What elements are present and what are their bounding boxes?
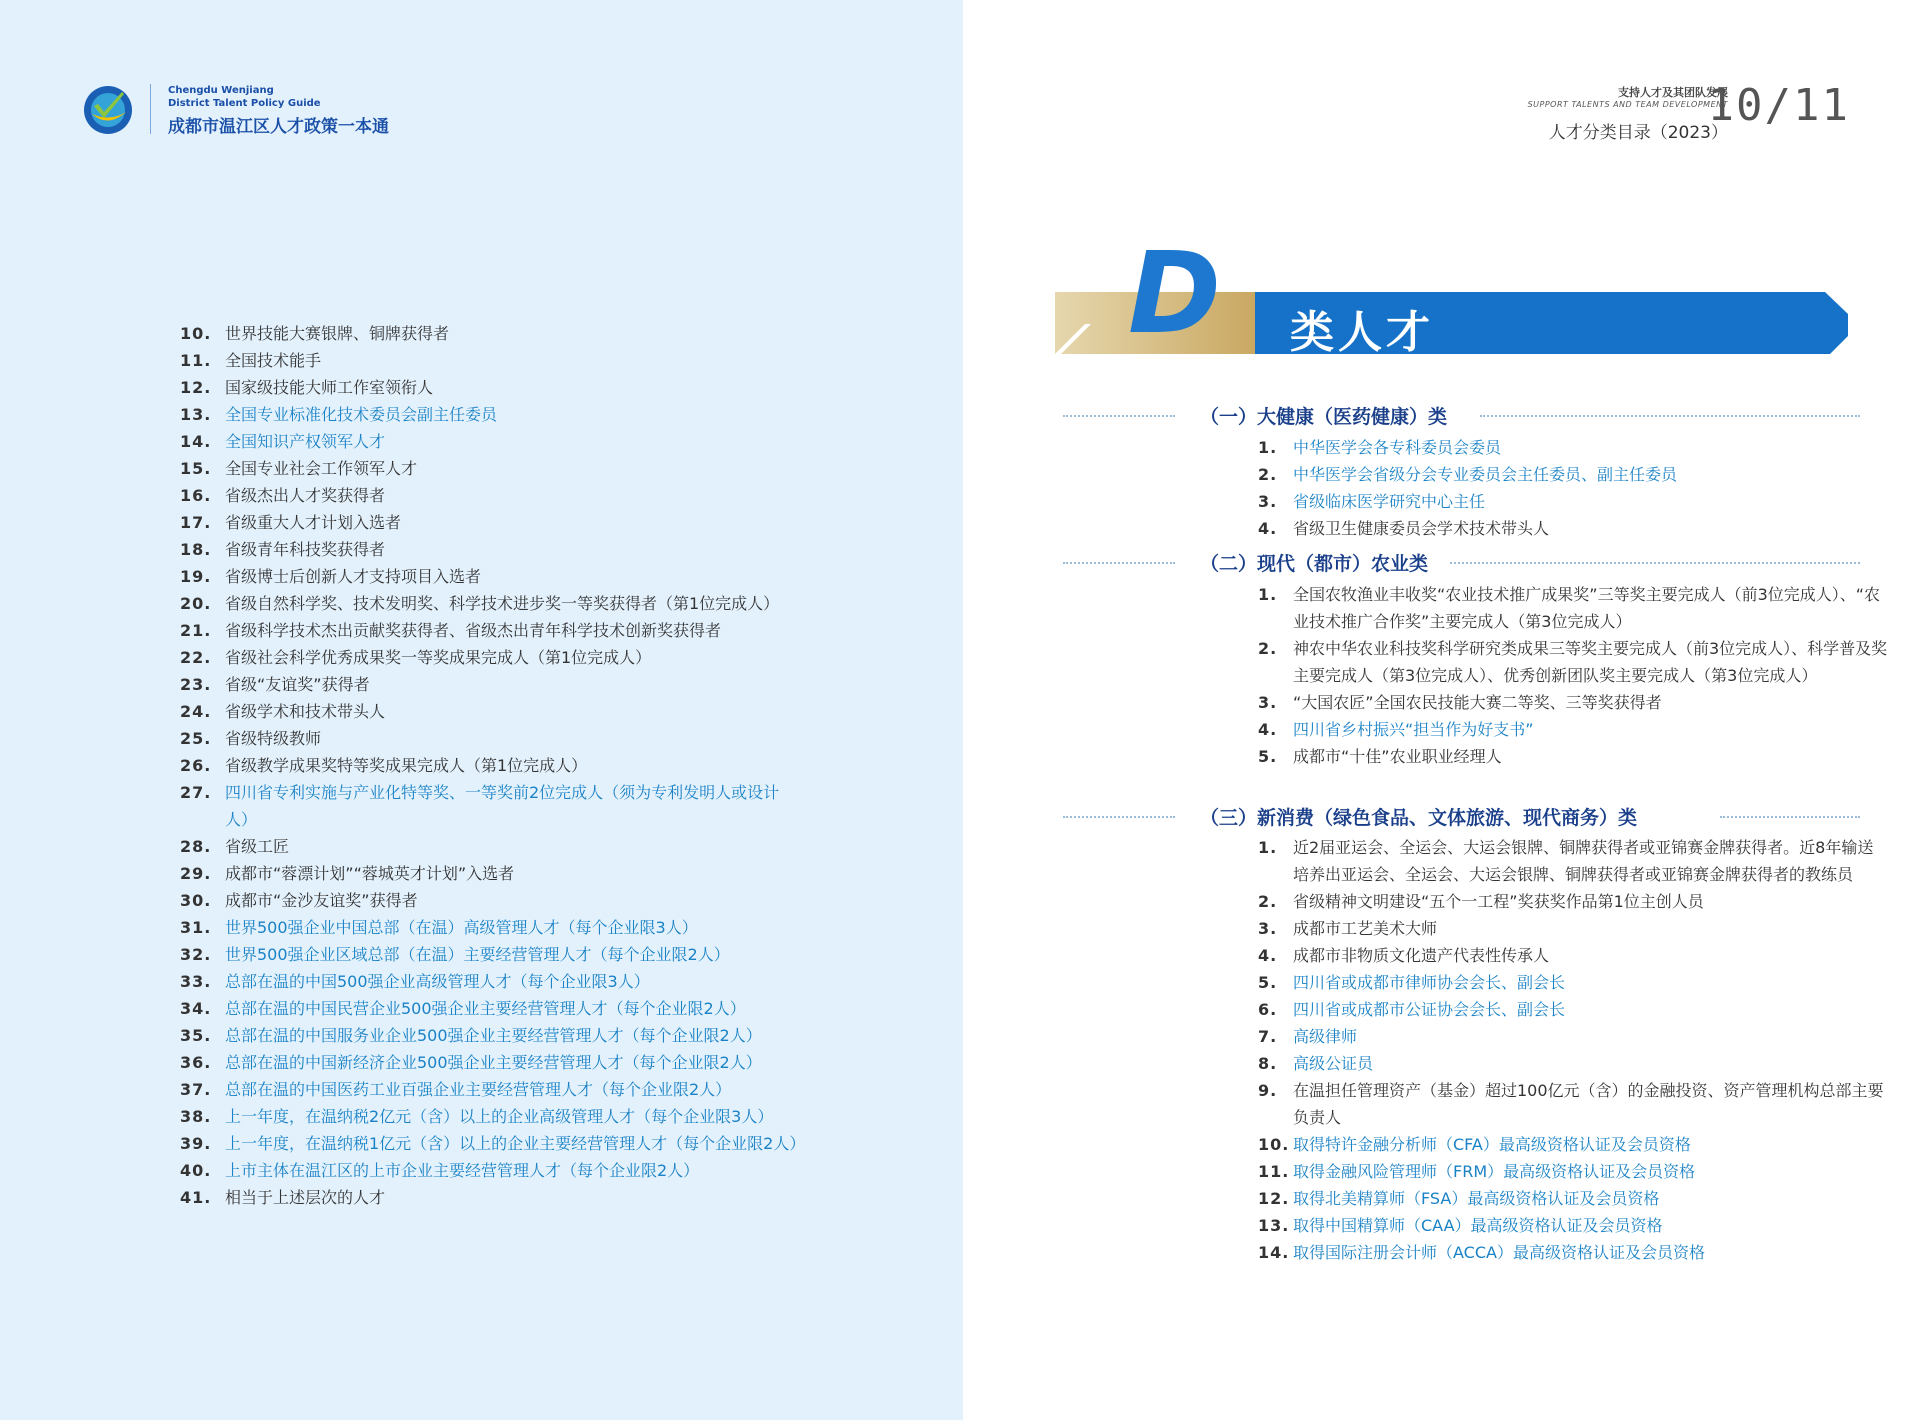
list-item [1258,1077,1888,1131]
item-text: 取得中国精算师（CAA）最高级资格认证及会员资格 [1293,1216,1663,1235]
list-item [1258,716,1888,743]
list-item [180,401,800,428]
item-text: 取得特许金融分析师（CFA）最高级资格认证及会员资格 [1293,1135,1691,1154]
list-item [180,1157,800,1184]
brand-chinese-title: 成都市温江区人才政策一本通 [168,117,389,137]
item-number: 19. [180,567,212,586]
section-a-heading: （一）大健康（医药健康）类 [1200,406,1448,428]
section-a-list [1258,434,1888,542]
item-number: 28. [180,837,212,856]
item-text: 取得国际注册会计师（ACCA）最高级资格认证及会员资格 [1293,1243,1705,1262]
section-b-rule-left [1063,562,1175,564]
list-item [180,590,800,617]
item-text: 世界技能大赛银牌、铜牌获得者 [225,324,450,343]
item-number: 14. [1258,1243,1290,1262]
item-text: “大国农匠”全国农民技能大赛二等奖、三等奖获得者 [1293,693,1662,712]
item-text: 省级“友谊奖”获得者 [225,675,370,694]
item-number: 1. [1258,438,1278,457]
item-number: 12. [180,378,212,397]
item-text: 近2届亚运会、全运会、大运会银牌、铜牌获得者或亚锦赛金牌获得者。近8年输送培养出亚运会、全运会、大运会银牌、铜牌获得者或亚锦赛金牌获得者的教练员 [1293,838,1874,884]
list-item [180,1184,800,1211]
item-number: 11. [180,351,212,370]
item-text: 取得金融风险管理师（FRM）最高级资格认证及会员资格 [1293,1162,1696,1181]
item-text: 省级青年科技奖获得者 [225,540,386,559]
item-number: 2. [1258,465,1278,484]
list-item [180,536,800,563]
item-text: 省级卫生健康委员会学术技术带头人 [1293,519,1550,538]
list-item [180,671,800,698]
item-text: 省级杰出人才奖获得者 [225,486,386,505]
item-number: 37. [180,1080,212,1099]
item-number: 7. [1258,1027,1278,1046]
section-c-rule-left [1063,816,1175,818]
item-number: 39. [180,1134,212,1153]
item-text: 省级临床医学研究中心主任 [1293,492,1486,511]
item-text: 成都市工艺美术大师 [1293,919,1438,938]
list-item [180,968,800,995]
item-number: 21. [180,621,212,640]
list-item [180,698,800,725]
item-number: 20. [180,594,212,613]
list-item [1258,888,1888,915]
list-item [180,995,800,1022]
list-item [180,725,800,752]
item-text: 四川省或成都市公证协会会长、副会长 [1293,1000,1566,1019]
item-text: 全国农牧渔业丰收奖“农业技术推广成果奖”三等奖主要完成人（前3位完成人）、“农业技术推广合作奖”主要完成人（第3位完成人） [1293,585,1881,631]
list-item [1258,996,1888,1023]
list-item [1258,915,1888,942]
item-number: 13. [1258,1216,1290,1235]
item-text: 取得北美精算师（FSA）最高级资格认证及会员资格 [1293,1189,1660,1208]
page-numbers: 10/11 [1707,80,1850,131]
brand-english [168,84,321,110]
section-name-en: SUPPORT TALENTS AND TEAM DEVELOPMENT [1527,100,1728,109]
list-item [180,860,800,887]
left-talent-list [180,320,806,1211]
item-number: 38. [180,1107,212,1126]
item-number: 2. [1258,639,1278,658]
list-item [180,1076,800,1103]
list-item [180,1022,800,1049]
item-number: 30. [180,891,212,910]
item-number: 2. [1258,892,1278,911]
list-item [180,1103,800,1130]
list-item [1258,1239,1888,1266]
section-a-rule-right [1480,415,1860,417]
item-text: 高级公证员 [1293,1054,1374,1073]
item-text: 相当于上述层次的人才 [225,1188,386,1207]
item-text: 省级学术和技术带头人 [225,702,386,721]
item-number: 12. [1258,1189,1290,1208]
list-item [1258,1131,1888,1158]
list-item [1258,1023,1888,1050]
list-item [180,914,800,941]
list-item [180,1049,800,1076]
item-text: 四川省乡村振兴“担当作为好支书” [1293,720,1534,739]
list-item [1258,1050,1888,1077]
item-text: 省级重大人才计划入选者 [225,513,402,532]
list-item [1258,515,1888,542]
section-a-rule-left [1063,415,1175,417]
item-text: 总部在温的中国500强企业高级管理人才（每个企业限3人） [225,972,650,991]
list-item [180,752,800,779]
list-item [1258,461,1888,488]
item-text: 总部在温的中国民营企业500强企业主要经营管理人才（每个企业限2人） [225,999,746,1018]
item-number: 25. [180,729,212,748]
item-number: 4. [1258,720,1278,739]
item-text: 上市主体在温江区的上市企业主要经营管理人才（每个企业限2人） [225,1161,700,1180]
item-number: 16. [180,486,212,505]
list-item [1258,1158,1888,1185]
list-item [1258,488,1888,515]
item-number: 14. [180,432,212,451]
list-item [1258,689,1888,716]
item-text: 全国专业社会工作领军人才 [225,459,418,478]
item-text: 总部在温的中国新经济企业500强企业主要经营管理人才（每个企业限2人） [225,1053,762,1072]
item-number: 34. [180,999,212,1018]
category-letter: D [1128,229,1221,359]
item-text: 四川省或成都市律师协会会长、副会长 [1293,973,1566,992]
list-item [1258,834,1888,888]
list-item [1258,581,1888,635]
item-text: 全国技术能手 [225,351,322,370]
list-item [180,779,800,833]
item-text: 世界500强企业区域总部（在温）主要经营管理人才（每个企业限2人） [225,945,730,964]
list-item [180,887,800,914]
list-item [1258,635,1888,689]
item-number: 4. [1258,946,1278,965]
list-item [180,941,800,968]
item-text: 省级自然科学奖、技术发明奖、科学技术进步奖一等奖获得者（第1位完成人） [225,594,780,613]
item-text: 省级精神文明建设“五个一工程”奖获奖作品第1位主创人员 [1293,892,1704,911]
item-text: 省级博士后创新人才支持项目入选者 [225,567,482,586]
section-b-heading: （二）现代（都市）农业类 [1200,553,1429,575]
item-number: 3. [1258,919,1278,938]
item-text: 神农中华农业科技奖科学研究类成果三等奖主要完成人（前3位完成人）、科学普及奖主要完成人（第3位完成人）、优秀创新团队奖主要完成人（第3位完成人） [1293,639,1888,685]
item-number: 9. [1258,1081,1278,1100]
item-number: 3. [1258,492,1278,511]
district-logo-icon [82,84,134,136]
item-text: 省级特级教师 [225,729,322,748]
list-item [1258,1212,1888,1239]
logo-divider [150,84,151,134]
item-text: 高级律师 [1293,1027,1358,1046]
item-number: 33. [180,972,212,991]
item-number: 5. [1258,747,1278,766]
item-text: 全国知识产权领军人才 [225,432,386,451]
brand-en-line1: Chengdu Wenjiang [168,85,274,96]
section-c-rule-right [1720,816,1860,818]
item-text: 成都市“金沙友谊奖”获得者 [225,891,418,910]
list-item [180,455,800,482]
item-number: 4. [1258,519,1278,538]
item-text: 成都市“蓉漂计划”“蓉城英才计划”入选者 [225,864,515,883]
section-name-cn: 支持人才及其团队发展 [1618,86,1728,99]
item-text: 省级社会科学优秀成果奖一等奖成果完成人（第1位完成人） [225,648,652,667]
item-text: 中华医学会省级分会专业委员会主任委员、副主任委员 [1293,465,1678,484]
item-text: 世界500强企业中国总部（在温）高级管理人才（每个企业限3人） [225,918,698,937]
item-number: 18. [180,540,212,559]
list-item [1258,1185,1888,1212]
list-item [1258,942,1888,969]
item-text: 上一年度，在温纳税2亿元（含）以上的企业高级管理人才（每个企业限3人） [225,1107,774,1126]
list-item [180,617,800,644]
item-number: 1. [1258,838,1278,857]
category-title: 类人才 [1290,307,1434,358]
list-item [1258,969,1888,996]
list-item [180,428,800,455]
item-text: 全国专业标准化技术委员会副主任委员 [225,405,498,424]
item-text: 在温担任管理资产（基金）超过100亿元（含）的金融投资、资产管理机构总部主要负责人 [1293,1081,1884,1127]
list-item [180,509,800,536]
section-b-list [1258,581,1888,770]
item-text: 四川省专利实施与产业化特等奖、一等奖前2位完成人（须为专利发明人或设计人） [225,783,780,829]
item-text: 中华医学会各专科委员会委员 [1293,438,1502,457]
item-number: 11. [1258,1162,1290,1181]
item-number: 10. [180,324,212,343]
catalog-title: 人才分类目录（2023） [1548,123,1728,143]
list-item [1258,434,1888,461]
item-number: 27. [180,783,212,802]
section-c-list [1258,834,1888,1266]
item-number: 10. [1258,1135,1290,1154]
item-number: 15. [180,459,212,478]
list-item [180,320,800,347]
item-text: 省级工匠 [225,837,290,856]
item-text: 上一年度，在温纳税1亿元（含）以上的企业主要经营管理人才（每个企业限2人） [225,1134,806,1153]
list-item [180,563,800,590]
list-item [180,644,800,671]
item-number: 32. [180,945,212,964]
item-number: 26. [180,756,212,775]
section-b-rule-right [1450,562,1860,564]
list-item [180,482,800,509]
brand-en-line2: District Talent Policy Guide [168,98,321,109]
list-item [180,833,800,860]
item-text: 国家级技能大师工作室领衔人 [225,378,434,397]
item-text: 总部在温的中国服务业企业500强企业主要经营管理人才（每个企业限2人） [225,1026,762,1045]
item-number: 35. [180,1026,212,1045]
item-number: 13. [180,405,212,424]
item-number: 3. [1258,693,1278,712]
item-number: 22. [180,648,212,667]
item-number: 23. [180,675,212,694]
list-item [180,347,800,374]
item-number: 17. [180,513,212,532]
item-number: 24. [180,702,212,721]
item-number: 29. [180,864,212,883]
item-text: 省级教学成果奖特等奖成果完成人（第1位完成人） [225,756,588,775]
item-number: 41. [180,1188,212,1207]
item-number: 40. [180,1161,212,1180]
list-item [180,1130,806,1157]
item-number: 6. [1258,1000,1278,1019]
item-text: 成都市“十佳”农业职业经理人 [1293,747,1502,766]
item-number: 5. [1258,973,1278,992]
item-number: 8. [1258,1054,1278,1073]
list-item [1258,743,1888,770]
item-text: 总部在温的中国医药工业百强企业主要经营管理人才（每个企业限2人） [225,1080,732,1099]
item-number: 1. [1258,585,1278,604]
item-text: 成都市非物质文化遗产代表性传承人 [1293,946,1550,965]
section-c-heading: （三）新消费（绿色食品、文体旅游、现代商务）类 [1200,807,1638,829]
item-text: 省级科学技术杰出贡献奖获得者、省级杰出青年科学技术创新奖获得者 [225,621,722,640]
list-item [180,374,800,401]
item-number: 36. [180,1053,212,1072]
item-number: 31. [180,918,212,937]
